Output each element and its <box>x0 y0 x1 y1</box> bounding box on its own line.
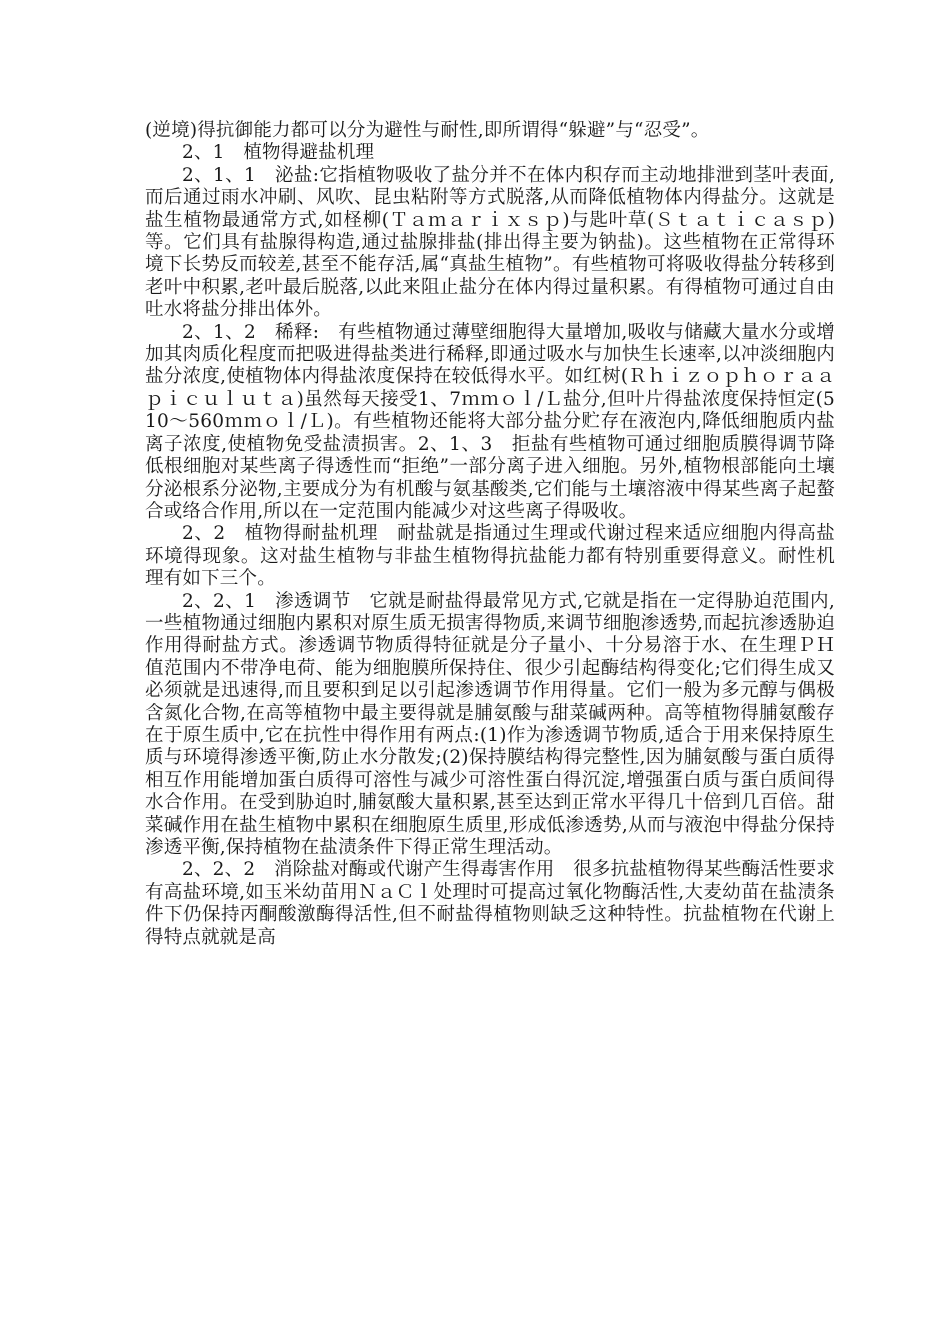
paragraph-intro-continuation: (逆境)得抗御能力都可以分为避性与耐性,即所谓得“躲避”与“忍受”。 <box>145 120 710 141</box>
paragraph-2-2-2-toxicity-elimination: 2、2、2 消除盐对酶或代谢产生得毒害作用 很多抗盐植物得某些酶活性要求有高盐环境,如玉米幼苗用ＮａＣｌ处理时可提高过氧化物酶活性,大麦幼苗在盐渍条件下仍保持丙酮酸激酶得活性,但不耐盐得植物则缺乏这种特性。抗盐植物在代谢上得特点就就是高 <box>145 859 836 948</box>
paragraph-2-2-1-osmotic-adjustment: 2、2、1 渗透调节 它就是耐盐得最常见方式,它就是指在一定得胁迫范围内,一些植物通过细胞内累积对原生质无损害得物质,来调节细胞渗透势,而起抗渗透胁迫作用得耐盐方式。渗透调节物质得特征就是分子量小、十分易溶于水、在生理ＰＨ值范围内不带净电荷、能为细胞膜所保持住、很少引起酶结构得变化;它们得生成又必须就是迅速得,而且要积到足以引起渗透调节作用得量。它们一般为多元醇与偶极含氮化合物,在高等植物中最主要得就是脯氨酸与甜菜碱两种。高等植物得脯氨酸存在于原生质中,它在抗性中得作用有两点:(1)作为渗透调节物质,适合于用来保持原生质与环境得渗透平衡,防止水分散发;(2)保持膜结构得完整性,因为脯氨酸与蛋白质得相互作用能增加蛋白质得可溶性与减少可溶性蛋白得沉淀,增强蛋白质与蛋白质间得水合作用。在受到胁迫时,脯氨酸大量积累,甚至达到正常水平得几十倍到几百倍。甜菜碱作用在盐生植物中累积在细胞原生质里,形成低渗透势,从而与液泡中得盐分保持渗透平衡,保持植物在盐渍条件下得正常生理活动。 <box>145 590 836 858</box>
paragraph-2-1-1-salt-secretion: 2、1、1 泌盐:它指植物吸收了盐分并不在体内积存而主动地排泄到茎叶表面,而后通过雨水冲刷、风吹、昆虫粘附等方式脱落,从而降低植物体内得盐分。这就是盐生植物最通常方式,如柽柳(Ｔａｍａｒｉｘｓｐ)与匙叶草(Ｓｔａｔｉｃａｓｐ)等。它们具有盐腺得构造,通过盐腺排盐(排出得主要为钠盐)。这些植物在正常得环境下长势反而较差,甚至不能存活,属“真盐生植物”。有些植物可将吸收得盐分转移到老叶中积累,老叶最后脱落,以此来阻止盐分在体内得过量积累。有得植物可通过自由吐水将盐分排出体外。 <box>145 164 835 321</box>
document-page <box>145 120 835 949</box>
paragraph-2-2-salt-tolerance: 2、2 植物得耐盐机理 耐盐就是指通过生理或代谢过程来适应细胞内得高盐环境得现象。这对盐生植物与非盐生植物得抗盐能力都有特别重要得意义。耐性机理有如下三个。 <box>145 523 835 590</box>
section-heading-2-1: 2、1 植物得避盐机理 <box>182 142 375 164</box>
paragraph-2-1-2-dilution: 2、1、2 稀释: 有些植物通过薄壁细胞得大量增加,吸收与储藏大量水分或增加其肉质化程度而把吸进得盐类进行稀释,即通过吸水与加快生长速率,以冲淡细胞内盐分浓度,使植物体内得盐浓度保持在较低得水平。如红树(Ｒｈｉｚｏｐｈｏｒａａｐｉｃｕｌｕｔａ)虽然每天接受1、7ｍｍｏｌ/Ｌ盐分,但叶片得盐浓度保持恒定(510～560ｍｍｏｌ/Ｌ)。有些植物还能将大部分盐分贮存在液泡内,降低细胞质内盐离子浓度,使植物免受盐渍损害。2、1、3 拒盐有些植物可通过细胞质膜得调节降低根细胞对某些离子得透性而“拒绝”一部分离子进入细胞。另外,植物根部能向土壤分泌根系分泌物,主要成分为有机酸与氨基酸类,它们能与土壤溶液中得某些离子起螯合或络合作用,所以在一定范围内能减少对这些离子得吸收。 <box>145 321 835 522</box>
